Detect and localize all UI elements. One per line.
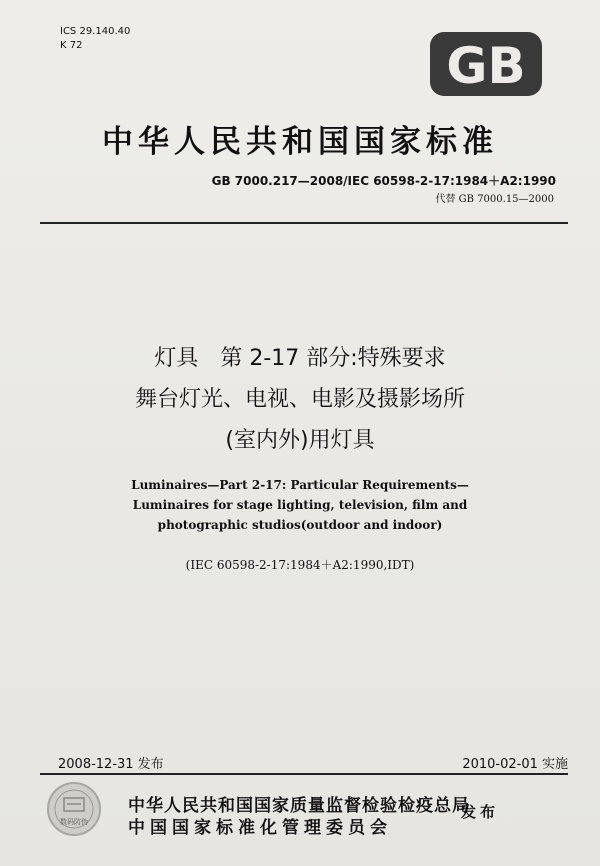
chinese-title-line-2: 舞台灯光、电视、电影及摄影场所	[134, 387, 465, 412]
seal-text: 数码防伪	[60, 818, 88, 826]
top-divider	[40, 222, 568, 224]
issue-label: 发布	[461, 803, 500, 821]
ccs-code: K 72	[60, 40, 83, 51]
publish-date: 2008-12-31 发布	[58, 757, 164, 772]
gb-logo	[428, 30, 544, 98]
standard-number: GB 7000.217—2008/IEC 60598-2-17:1984＋A2:1990	[211, 174, 556, 188]
chinese-title-line-1: 灯具 第 2-17 部分:特殊要求	[154, 346, 446, 371]
national-standard-title: 中华人民共和国国家标准	[102, 124, 498, 160]
ics-code: ICS 29.140.40	[60, 26, 131, 37]
english-title-line-3: photographic studios(outdoor and indoor)	[157, 518, 443, 532]
issuer-sac: 中国国家标准化管理委员会	[128, 818, 392, 838]
gb-logo-text: GB	[446, 37, 526, 95]
implement-date: 2010-02-01 实施	[462, 757, 568, 772]
replaces-note: 代替 GB 7000.15—2000	[435, 194, 554, 205]
iec-reference: (IEC 60598-2-17:1984＋A2:1990,IDT)	[185, 558, 415, 572]
bottom-divider	[40, 773, 568, 775]
english-title-line-2: Luminaires for stage lighting, television, film and	[132, 498, 468, 512]
english-title-line-1: Luminaires—Part 2-17: Particular Requirements—	[131, 478, 469, 492]
anti-counterfeit-seal-icon	[46, 781, 102, 837]
chinese-title-line-3: (室内外)用灯具	[225, 428, 375, 453]
issuer-aqsiq: 中华人民共和国国家质量监督检验检疫总局	[128, 796, 470, 816]
classification-codes	[60, 25, 130, 53]
